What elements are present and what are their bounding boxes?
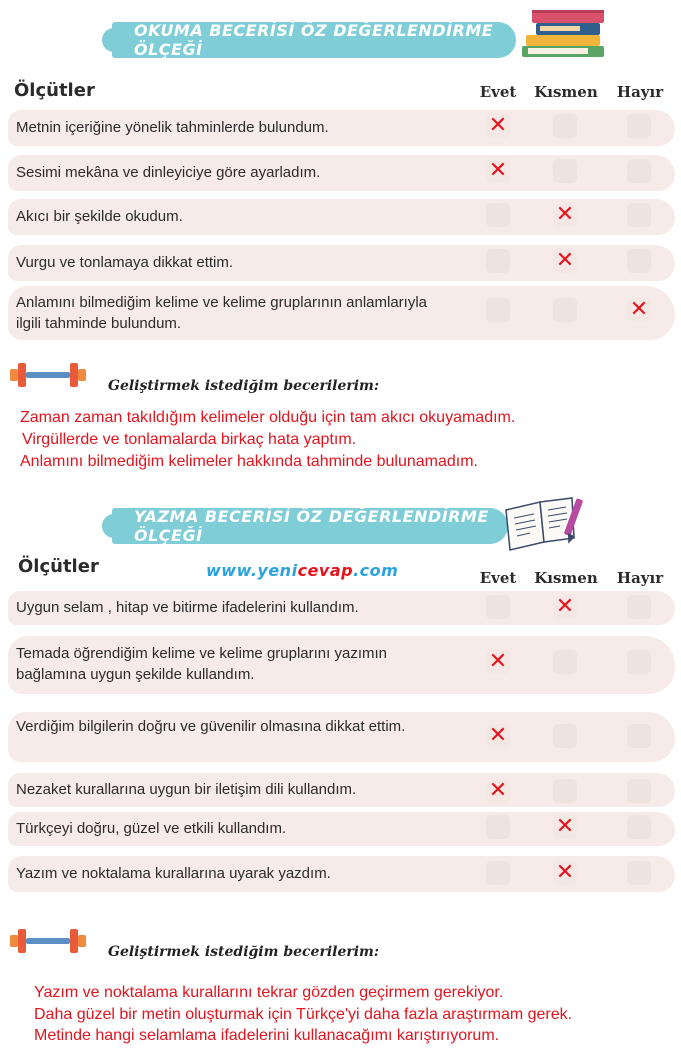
writing-checkbox-evet[interactable]: ✕ [486, 724, 510, 748]
reading-criterion-text: Vurgu ve tonlamaya dikkat ettim. [16, 254, 234, 271]
reading-banner [112, 22, 516, 58]
writing-checkbox-kısmen[interactable] [553, 650, 577, 674]
writing-checkbox-hayır[interactable] [627, 779, 651, 803]
site-watermark [206, 561, 398, 580]
reading-criteria-header: Ölçütler [14, 80, 95, 101]
reading-checkbox-hayır[interactable] [627, 114, 651, 138]
writing-checkbox-kısmen[interactable] [553, 779, 577, 803]
writing-checkbox-evet[interactable] [486, 815, 510, 839]
writing-banner [112, 508, 508, 544]
writing-banner-title: YAZMA BECERİSİ ÖZ DEĞERLENDİRME ÖLÇEĞİ [134, 507, 489, 545]
reading-col-hayir: Hayır [616, 83, 664, 101]
watermark-part-a: www.yeni [206, 561, 298, 580]
reading-checkbox-evet[interactable] [486, 249, 510, 273]
writing-checkbox-evet[interactable]: ✕ [486, 650, 510, 674]
reading-checkbox-hayır[interactable]: ✕ [627, 298, 651, 322]
writing-col-hayir: Hayır [616, 569, 664, 587]
writing-checkbox-kısmen[interactable]: ✕ [553, 861, 577, 885]
writing-criterion-text: Uygun selam , hitap ve bitirme ifadelerini kullandım. [16, 599, 359, 616]
reading-checkbox-evet[interactable]: ✕ [486, 159, 510, 183]
reading-criterion-text: Sesimi mekâna ve dinleyiciye göre ayarladım. [16, 164, 321, 181]
writing-col-evet: Evet [479, 569, 517, 587]
reading-criterion-text: Akıcı bir şekilde okudum. [16, 208, 183, 225]
books-icon [518, 8, 610, 58]
dumbbell-icon [8, 360, 88, 390]
writing-improve-line: Metinde hangi selamlama ifadelerini kullanacağımı karıştırıyorum. [34, 1027, 500, 1044]
writing-checkbox-evet[interactable]: ✕ [486, 779, 510, 803]
writing-improve-line: Daha güzel bir metin oluşturmak için Türkçe'yi daha fazla araştırmam gerek. [34, 1006, 573, 1023]
reading-checkbox-kısmen[interactable] [553, 159, 577, 183]
reading-checkbox-evet[interactable]: ✕ [486, 114, 510, 138]
dumbbell-icon [8, 926, 88, 956]
reading-checkbox-kısmen[interactable]: ✕ [553, 203, 577, 227]
reading-checkbox-kısmen[interactable]: ✕ [553, 249, 577, 273]
reading-checkbox-evet[interactable] [486, 203, 510, 227]
reading-improve-title: Geliştirmek istediğim becerilerim: [108, 378, 380, 394]
reading-col-evet: Evet [479, 83, 517, 101]
watermark-part-c: .com [353, 561, 399, 580]
reading-criterion-text: Anlamını bilmediğim kelime ve kelime gruplarının anlamlarıyla ilgili tahminde bulundum. [16, 294, 427, 332]
reading-banner-title: OKUMA BECERİSİ ÖZ DEĞERLENDİRME ÖLÇEĞİ [134, 21, 494, 59]
reading-checkbox-hayır[interactable] [627, 249, 651, 273]
writing-checkbox-evet[interactable] [486, 861, 510, 885]
writing-checkbox-hayır[interactable] [627, 815, 651, 839]
reading-checkbox-kısmen[interactable] [553, 298, 577, 322]
reading-checkbox-evet[interactable] [486, 298, 510, 322]
writing-checkbox-hayır[interactable] [627, 724, 651, 748]
writing-criterion-text: Temada öğrendiğim kelime ve kelime gruplarını yazımın bağlamına uygun şekilde kullandım. [16, 645, 387, 683]
writing-checkbox-kısmen[interactable] [553, 724, 577, 748]
writing-criterion-text: Verdiğim bilgilerin doğru ve güvenilir olmasına dikkat ettim. [16, 718, 406, 735]
writing-checkbox-kısmen[interactable]: ✕ [553, 595, 577, 619]
writing-criterion-text: Türkçeyi doğru, güzel ve etkili kullandım. [16, 820, 287, 837]
reading-improve-line: Anlamını bilmediğim kelimeler hakkında tahminde bulunamadım. [20, 453, 478, 470]
writing-criterion-text: Nezaket kurallarına uygun bir iletişim dili kullandım. [16, 781, 357, 798]
writing-criterion-text: Yazım ve noktalama kurallarına uyarak yazdım. [16, 865, 331, 882]
writing-checkbox-hayır[interactable] [627, 650, 651, 674]
writing-checkbox-kısmen[interactable]: ✕ [553, 815, 577, 839]
reading-criterion-text: Metnin içeriğine yönelik tahminlerde bulundum. [16, 119, 329, 136]
writing-criteria-header: Ölçütler [18, 556, 99, 577]
reading-improve-line: Virgüllerde ve tonlamalarda birkaç hata yaptım. [22, 431, 357, 448]
notebook-pen-icon [500, 492, 590, 554]
reading-improve-line: Zaman zaman takıldığım kelimeler olduğu için tam akıcı okuyamadım. [20, 409, 516, 426]
writing-checkbox-evet[interactable] [486, 595, 510, 619]
reading-col-kismen: Kısmen [534, 83, 598, 101]
writing-col-kismen: Kısmen [534, 569, 598, 587]
reading-checkbox-kısmen[interactable] [553, 114, 577, 138]
reading-checkbox-hayır[interactable] [627, 203, 651, 227]
writing-improve-line: Yazım ve noktalama kurallarını tekrar gözden geçirmem gerekiyor. [34, 984, 504, 1001]
writing-checkbox-hayır[interactable] [627, 595, 651, 619]
watermark-part-b: cevap [297, 561, 354, 580]
writing-improve-title: Geliştirmek istediğim becerilerim: [108, 944, 380, 960]
writing-checkbox-hayır[interactable] [627, 861, 651, 885]
reading-checkbox-hayır[interactable] [627, 159, 651, 183]
